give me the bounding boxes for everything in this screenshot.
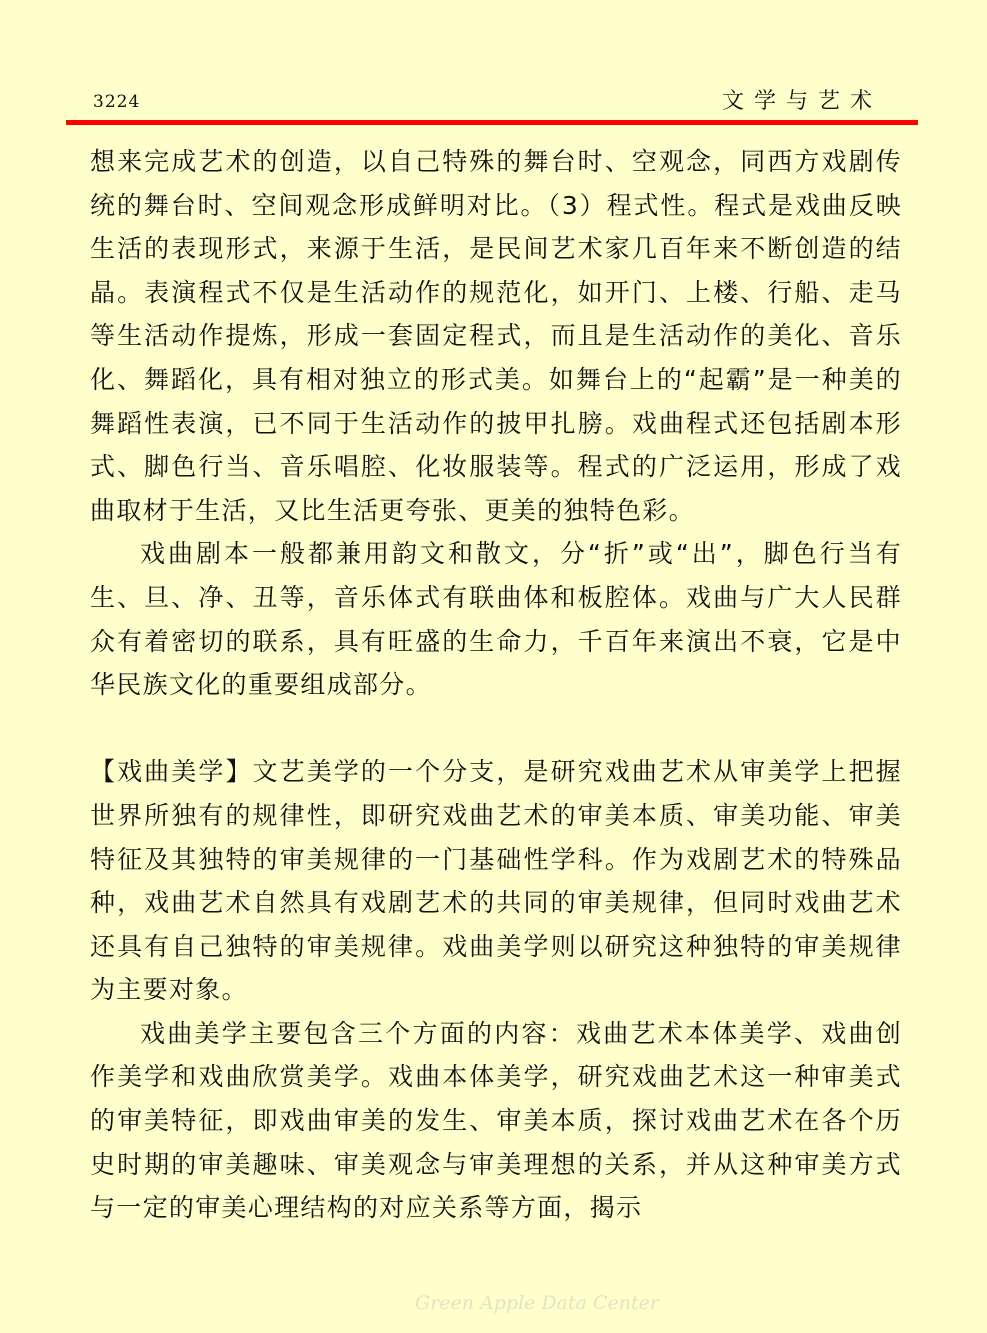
article-body xyxy=(90,140,902,1230)
paragraph-aesthetics-content: 戏曲美学主要包含三个方面的内容：戏曲艺术本体美学、戏曲创作美学和戏曲欣赏美学。戏曲本体美学，研究戏曲艺术这一种审美式的审美特征，即戏曲审美的发生、审美本质，探讨戏曲艺术在各个历史时期的审美趣味、审美观念与审美理想的关系，并从这种审美方式与一定的审美心理结构的对应关系等方面，揭示 xyxy=(90,1018,902,1223)
paragraph-continuation: 想来完成艺术的创造，以自己特殊的舞台时、空观念，同西方戏剧传统的舞台时、空间观念形成鲜明对比。（3）程式性。程式是戏曲反映生活的表现形式，来源于生活，是民间艺术家几百年来不断创造的结晶。表演程式不仅是生活动作的规范化，如开门、上楼、行船、走马等生活动作提炼，形成一套固定程式，而且是生活动作的美化、音乐化、舞蹈化，具有相对独立的形式美。如舞台上的“起霸”是一种美的舞蹈性表演，已不同于生活动作的披甲扎膀。戏曲程式还包括剧本形式、脚色行当、音乐唱腔、化妆服装等。程式的广泛运用，形成了戏曲取材于生活，又比生活更夸张、更美的独特色彩。 xyxy=(90,147,902,525)
paragraph-script-forms: 戏曲剧本一般都兼用韵文和散文，分“折”或“出”，脚色行当有生、旦、净、丑等，音乐体式有联曲体和板腔体。戏曲与广大人民群众有着密切的联系，具有旺盛的生命力，千百年来演出不衰，它是中华民族文化的重要组成部分。 xyxy=(90,539,902,700)
paragraph-opera-aesthetics-entry: 【戏曲美学】文艺美学的一个分支，是研究戏曲艺术从审美学上把握世界所独有的规律性，即研究戏曲艺术的审美本质、审美功能、审美特征及其独特的审美规律的一门基础性学科。作为戏剧艺术的特殊品种，戏曲艺术自然具有戏剧艺术的共同的审美规律，但同时戏曲艺术还具有自己独特的审美规律。戏曲美学则以研究这种独特的审美规律为主要对象。 xyxy=(90,757,902,1005)
section-title: 文学与艺术 xyxy=(722,89,883,114)
watermark: Green Apple Data Center xyxy=(415,1292,659,1314)
entry-separator xyxy=(90,707,902,751)
header-divider xyxy=(66,120,918,125)
page-number: 3224 xyxy=(93,92,141,112)
